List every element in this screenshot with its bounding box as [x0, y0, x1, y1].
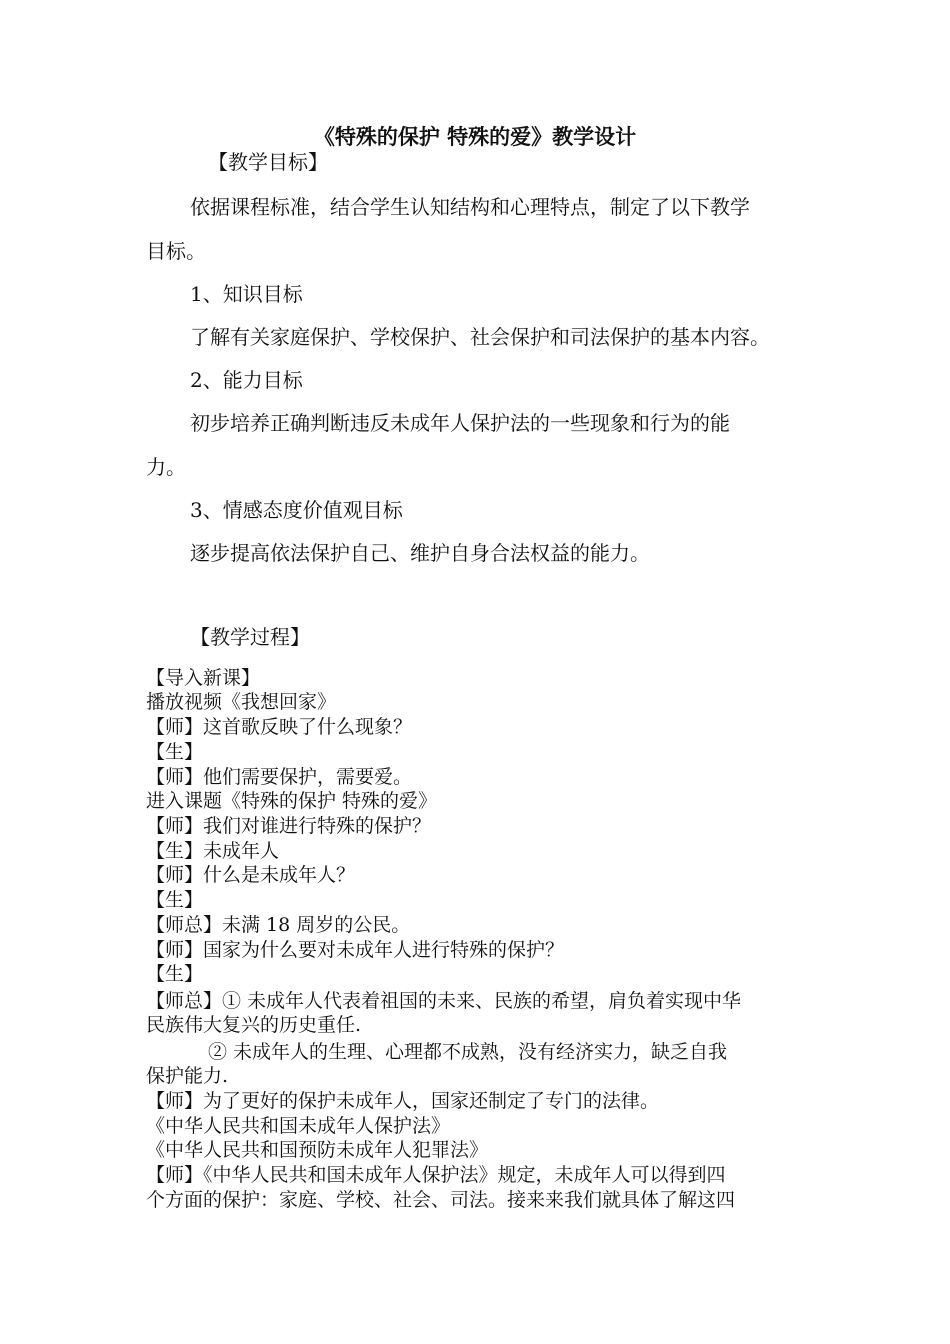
process-line: 《中华人民共和国预防未成年人犯罪法》 [146, 1139, 489, 1161]
process-line: 【师】他们需要保护，需要爱。 [146, 766, 413, 788]
process-line: 【生】 [146, 889, 204, 911]
process-line: 【师】国家为什么要对未成年人进行特殊的保护？ [146, 939, 565, 961]
process-line: 个方面的保护：家庭、学校、社会、司法。接来来我们就具体了解这四 [146, 1189, 736, 1211]
process-heading: 【教学过程】 [190, 625, 310, 649]
knowledge-objective-heading: 1、知识目标 [190, 282, 303, 306]
ability-objective-heading: 2、能力目标 [190, 368, 303, 392]
emotion-objective-text: 逐步提高依法保护自己、维护自身合法权益的能力。 [190, 541, 650, 565]
process-line: 保护能力. [146, 1065, 229, 1087]
objectives-intro-line-2: 目标。 [146, 239, 206, 263]
process-line: 《中华人民共和国未成年人保护法》 [146, 1115, 451, 1137]
process-line: 【师】我们对谁进行特殊的保护？ [146, 815, 432, 837]
process-line: 【师】什么是未成年人？ [146, 864, 356, 886]
ability-objective-line-2: 力。 [146, 455, 186, 479]
emotion-objective-heading: 3、情感态度价值观目标 [190, 498, 403, 522]
process-line: 【师】这首歌反映了什么现象？ [146, 716, 413, 738]
process-line: 播放视频《我想回家》 [146, 691, 337, 713]
process-line: 【导入新课】 [146, 667, 261, 689]
process-line: 【师总】① 未成年人代表着祖国的未来、民族的希望，肩负着实现中华 [146, 990, 742, 1012]
process-line: 【生】未成年人 [146, 840, 280, 862]
process-line: 【生】 [146, 741, 204, 763]
knowledge-objective-text: 了解有关家庭保护、学校保护、社会保护和司法保护的基本内容。 [190, 325, 770, 349]
process-line: 【师总】未满 18 周岁的公民。 [146, 914, 411, 936]
process-line: 【师】《中华人民共和国未成年人保护法》规定，未成年人可以得到四 [146, 1164, 726, 1186]
process-line: ② 未成年人的生理、心理都不成熟，没有经济实力，缺乏自我 [208, 1041, 728, 1063]
process-line: 【师】为了更好的保护未成年人，国家还制定了专门的法律。 [146, 1090, 660, 1112]
process-line: 进入课题《特殊的保护 特殊的爱》 [146, 790, 438, 812]
process-line: 民族伟大复兴的历史重任. [146, 1014, 362, 1036]
document-title: 《特殊的保护 特殊的爱》教学设计 [313, 125, 637, 149]
ability-objective-line-1: 初步培养正确判断违反未成年人保护法的一些现象和行为的能 [190, 411, 730, 435]
objectives-intro-line-1: 依据课程标准，结合学生认知结构和心理特点，制定了以下教学 [190, 195, 750, 219]
process-line: 【生】 [146, 963, 204, 985]
objectives-heading: 【教学目标】 [208, 150, 328, 174]
